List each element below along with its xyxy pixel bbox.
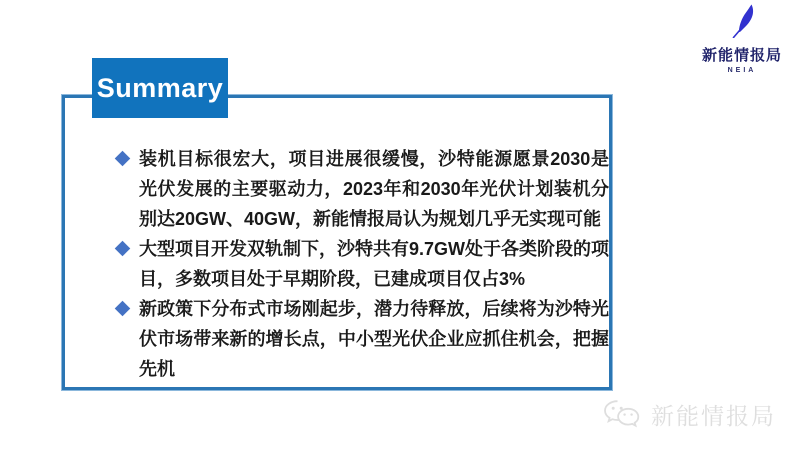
- diamond-bullet-icon: [115, 301, 131, 317]
- feather-icon: [727, 4, 757, 38]
- watermark-label: 新能情报局: [651, 403, 776, 429]
- list-item: [115, 294, 609, 384]
- brand-subtitle: NEIA: [727, 67, 757, 74]
- page-title: [92, 58, 228, 118]
- bullet-text: 大型项目开发双轨制下，沙特共有9.7GW处于各类阶段的项目，多数项目处于早期阶段，已建成项目仅占3%: [139, 239, 610, 289]
- brand-logo: [696, 4, 788, 74]
- bullet-list: [65, 98, 609, 384]
- list-item: [115, 234, 609, 294]
- bullet-text: 新政策下分布式市场刚起步，潜力待释放，后续将为沙特光伏市场带来新的增长点，中小型光伏企业应抓住机会，把握先机: [139, 299, 609, 379]
- brand-name: 新能情报局: [701, 47, 782, 64]
- bullet-text: 装机目标很宏大，项目进展很缓慢，沙特能源愿景2030是光伏发展的主要驱动力，2023年和2030年光伏计划装机分别达20GW、40GW，新能情报局认为规划几乎无实现可能: [139, 149, 609, 229]
- wechat-icon: [603, 399, 643, 431]
- list-item: [115, 144, 609, 234]
- watermark: [603, 398, 776, 431]
- diamond-bullet-icon: [115, 241, 131, 257]
- page-title-label: Summary: [96, 72, 224, 103]
- diamond-bullet-icon: [115, 151, 131, 167]
- summary-content-box: [62, 95, 612, 390]
